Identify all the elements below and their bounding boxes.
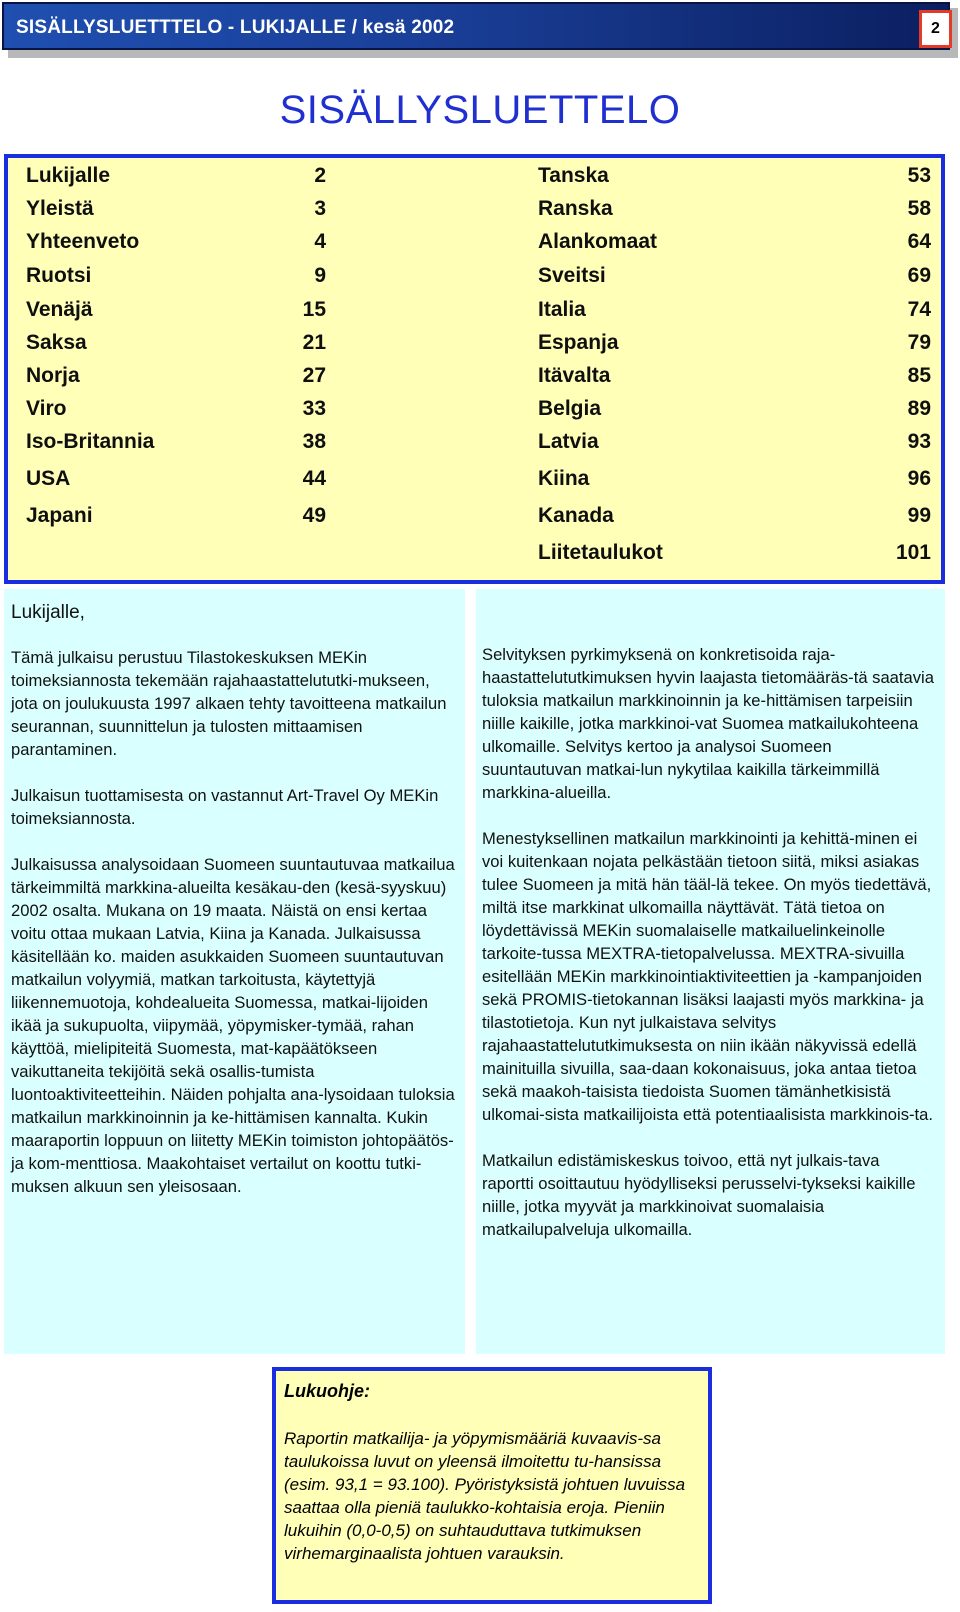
toc-entry[interactable] — [538, 230, 931, 260]
toc-entry-page: 64 — [907, 230, 931, 253]
toc-entry-page: 3 — [314, 197, 326, 220]
toc-entry[interactable] — [26, 430, 326, 460]
toc-entry-page: 53 — [907, 164, 931, 187]
toc-entry-page: 85 — [907, 364, 931, 387]
toc-entry-page: 49 — [302, 504, 326, 527]
toc-entry-label: Espanja — [538, 331, 619, 354]
toc-entry[interactable] — [26, 364, 326, 394]
toc-entry-page: 21 — [302, 331, 326, 354]
toc-entry[interactable] — [538, 467, 931, 497]
reading-guide-title: Lukuohje: — [284, 1381, 370, 1401]
toc-entry[interactable] — [26, 197, 326, 227]
toc-entry-label: Japani — [26, 504, 93, 527]
toc-entry[interactable] — [538, 264, 931, 294]
toc-entry[interactable] — [538, 430, 931, 460]
paragraph: Tämä julkaisu perustuu Tilastokeskuksen MEKin toimeksiannosta tekemään rajahaastattelututki-mukseen, jota on joulukuusta 1997 alkaen tehty tavoitteena matkailun seurannan, suunnittelun ja tulosten mittaamisen parantaminen. — [11, 648, 447, 759]
toc-entry-page: 69 — [907, 264, 931, 287]
toc-entry[interactable] — [538, 197, 931, 227]
toc-entry[interactable] — [26, 264, 326, 294]
toc-entry-label: Ranska — [538, 197, 613, 220]
paragraph: Selvityksen pyrkimyksenä on konkretisoida raja-haastattelututkimuksen hyvin laajasta tietomääräs-tä saatavia tuloksia matkailun markkinoinnin ja ke-hittämisen tarpeisiin niille kaikille, jotka markkinoi-vat Suomea matkailukohteena ulkomaille. Selvitys kertoo ja analysoi Suomeen suuntautuvan matkai-lun nykytilaa kaikilla tärkeimmillä markkina-alueilla. — [482, 645, 934, 802]
left-text-column — [4, 589, 465, 1354]
toc-entry[interactable] — [538, 298, 931, 328]
toc-entry-label: Itävalta — [538, 364, 611, 387]
toc-entry-page: 101 — [895, 541, 931, 564]
toc-entry-label: Kanada — [538, 504, 614, 527]
toc-entry-label: Yhteenveto — [26, 230, 140, 253]
toc-entry-page: 33 — [302, 397, 326, 420]
paragraph: Julkaisun tuottamisesta on vastannut Art-Travel Oy MEKin toimeksiannosta. — [11, 786, 439, 828]
toc-entry-label: Belgia — [538, 397, 602, 420]
toc-entry-page: 74 — [907, 298, 931, 321]
toc-entry[interactable] — [538, 331, 931, 361]
paragraph: Matkailun edistämiskeskus toivoo, että nyt julkais-tava raportti osoittautuu hyödylliseksi perusselvi-tykseksi kaikille niille, jotka myyvät ja markkinoivat suomalaisia matkailupalveluja ulkomailla. — [482, 1151, 916, 1239]
toc-entry[interactable] — [538, 397, 931, 427]
toc-entry-label: Sveitsi — [538, 264, 606, 287]
toc-entry-page: 2 — [314, 164, 326, 187]
toc-entry-label: Lukijalle — [26, 164, 111, 187]
toc-entry[interactable] — [26, 230, 326, 260]
header-title: SISÄLLYSLUETTTELO - LUKIJALLE / kesä 2002 — [16, 17, 455, 38]
toc-entry-page: 93 — [907, 430, 931, 453]
toc-entry[interactable] — [26, 467, 326, 497]
header-bar — [2, 2, 950, 50]
toc-entry-label: Tanska — [538, 164, 609, 187]
toc-entry-label: Italia — [538, 298, 586, 321]
toc-entry[interactable] — [26, 298, 326, 328]
toc-entry-label: Viro — [26, 397, 67, 420]
toc-entry[interactable] — [538, 364, 931, 394]
table-of-contents — [4, 154, 945, 584]
reading-guide-box — [272, 1367, 712, 1604]
toc-entry-label: Liitetaulukot — [538, 541, 663, 564]
right-text-column — [476, 589, 945, 1354]
toc-entry-label: Alankomaat — [538, 230, 658, 253]
toc-entry-label: Iso-Britannia — [26, 430, 155, 453]
toc-entry-page: 15 — [302, 298, 326, 321]
toc-entry[interactable] — [26, 504, 326, 534]
toc-entry-page: 79 — [907, 331, 931, 354]
toc-entry-page: 96 — [907, 467, 931, 490]
toc-entry-label: Kiina — [538, 467, 590, 490]
toc-entry-page: 58 — [907, 197, 931, 220]
page-title: SISÄLLYSLUETTELO — [279, 88, 681, 132]
toc-entry-label: Venäjä — [26, 298, 93, 321]
greeting: Lukijalle, — [11, 602, 85, 623]
toc-entry-page: 99 — [907, 504, 931, 527]
paragraph: Julkaisussa analysoidaan Suomeen suuntautuvaa matkailua tärkeimmiltä markkina-alueilta kesäkau-den (kesä-syyskuu) 2002 osalta. Mukana on 19 maata. Näistä on ensi kertaa voitu ottaa mukaan Latvia, Kiina ja Kanada. Julkaisussa käsitellään ko. maiden asukkaiden Suomeen suuntautuvan matkailun volyymiä, matkan tarkoitusta, käytettyjä liikennemuotoja, kohdealueita Suomessa, matkai-lijoiden ikää ja sukupuolta, viipymää, yöpymisker-tymää, rahan käyttöä, mielipiteitä Suomesta, mat-kapäätökseen vaikuttaneita tekijöitä sekä osallis-tumista luontoaktiviteetteihin. Näiden pohjalta ana-lysoidaan tuloksia matkailun markkinoinnin ja ke-hittämisen kannalta. Kukin maaraportin loppuun on liitetty MEKin toimiston johtopäätös- ja kom-menttiosa. Maakohtaiset vertailut on koottu tutki-muksen alkuun sen yleisosaan. — [11, 855, 455, 1196]
toc-entry[interactable] — [26, 164, 326, 194]
toc-entry-label: Ruotsi — [26, 264, 92, 287]
toc-entry-label: Latvia — [538, 430, 599, 453]
toc-entry-label: Norja — [26, 364, 80, 387]
page-number: 2 — [919, 10, 952, 48]
toc-entry-label: Yleistä — [26, 197, 94, 220]
toc-entry-page: 4 — [314, 230, 326, 253]
paragraph: Menestyksellinen matkailun markkinointi ja kehittä-minen ei voi kuitenkaan nojata pelkästään tietoon siitä, miksi asiakas tulee Suomeen ja mitä hän tääl-lä tekee. On myös tiedettävä, miltä itse markkinat ulkomailla näyttävät. Tätä tietoa on löydettävissä MEKin suomalaiselle matkailuelinkeinolle tarkoite-tussa MEXTRA-tietopalvelussa. MEXTRA-sivuilla esitellään MEKin markkinointiaktiviteettien ja -kampanjoiden sekä PROMIS-tietokannan lisäksi laajasti myös markkina- ja tilastotietoja. Kun nyt julkaistava selvitys rajahaastattelututkimuksesta on niin ikään näkyvissä edellä mainituilla sivuilla, saa-daan kokonaisuus, joka antaa tietoa sekä maakoh-taisista tiedoista Suomen tämänhetkisistä ulkomai-sista matkailijoista että potentiaalisista markkinois-ta. — [482, 829, 933, 1124]
toc-entry-page: 9 — [314, 264, 326, 287]
toc-entry[interactable] — [26, 397, 326, 427]
toc-entry-page: 89 — [907, 397, 931, 420]
toc-entry[interactable] — [538, 504, 931, 534]
toc-entry-page: 38 — [302, 430, 326, 453]
toc-entry[interactable] — [538, 164, 931, 194]
toc-entry-page: 44 — [302, 467, 326, 490]
toc-entry-page: 27 — [302, 364, 326, 387]
toc-entry[interactable] — [538, 541, 931, 571]
reading-guide-text: Raportin matkailija- ja yöpymismääriä kuvaavis-sa taulukoissa luvut on yleensä ilmoitettu tu-hansissa (esim. 93,1 = 93.100). Pyöristyksistä johtuen luvuissa saattaa olla pieniä taulukko-kohtaisia eroja. Pieniin lukuihin (0,0-0,5) on suhtauduttava tutkimuksen virhemarginaalista johtuen varauksin. — [284, 1429, 686, 1563]
toc-entry-label: Saksa — [26, 331, 87, 354]
toc-entry[interactable] — [26, 331, 326, 361]
toc-entry-label: USA — [26, 467, 71, 490]
